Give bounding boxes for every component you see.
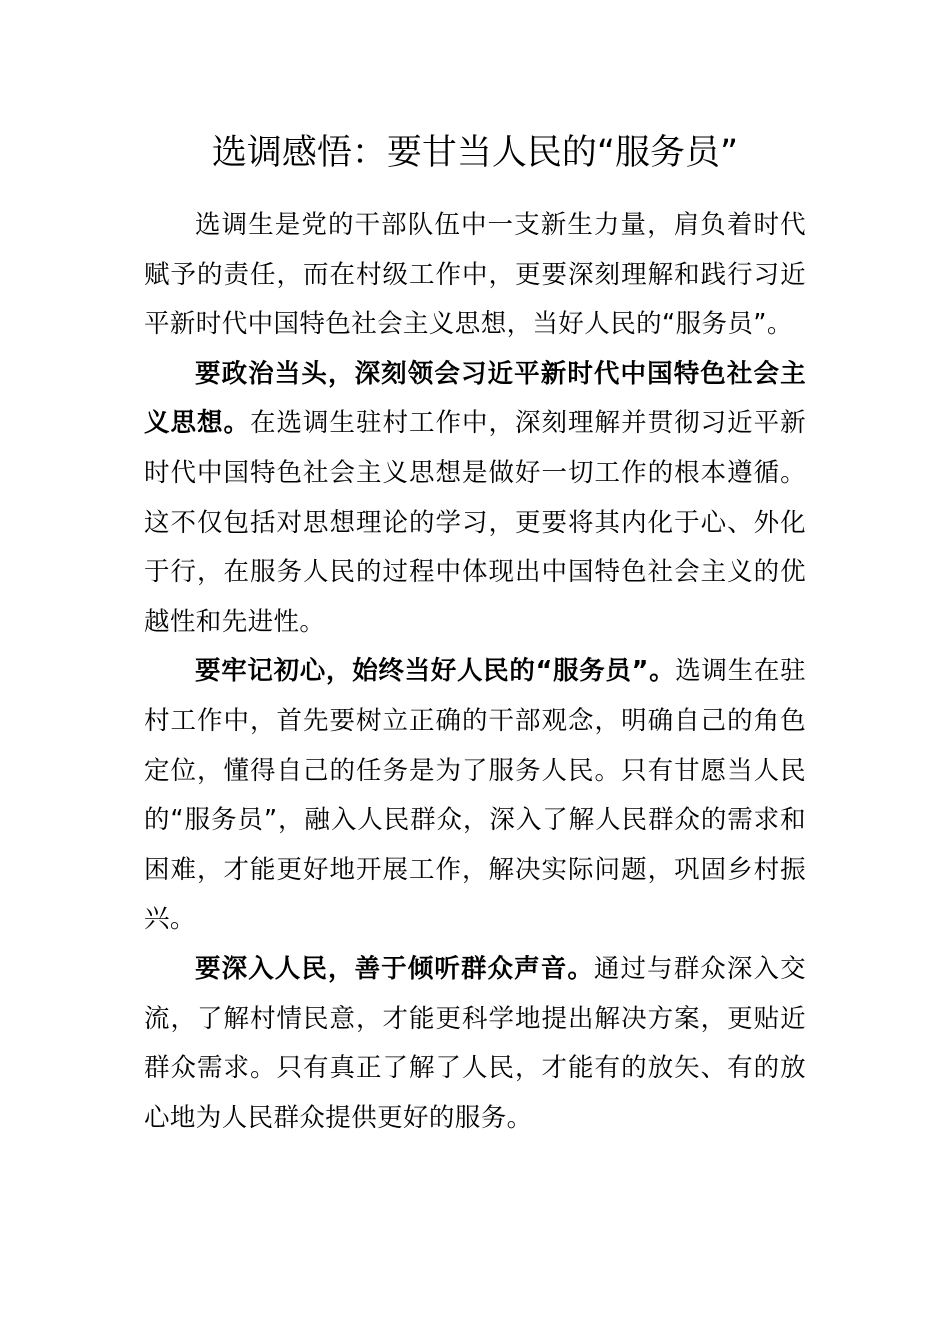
paragraph-lead: 要政治当头，深刻领会习近平新时代中国特色社会主义思想。	[144, 358, 806, 439]
page-title: 选调感悟：要甘当人民的“服务员”	[211, 133, 739, 173]
paragraph-original-aspiration	[144, 647, 806, 945]
paragraph-lead: 要牢记初心，始终当好人民的“服务员”。	[195, 656, 676, 687]
paragraph-text: 选调生在驻村工作中，首先要树立正确的干部观念，明确自己的角色定位，懂得自己的任务是为了服务人民。只有甘愿当人民的“服务员”，融入人民群众，深入了解人民群众的需求和困难，才能更好地开展工作，解决实际问题，巩固乡村振兴。	[144, 656, 806, 935]
paragraph-listen-to-people	[144, 945, 806, 1143]
document-body	[144, 201, 806, 1143]
paragraph-intro	[144, 201, 806, 350]
paragraph-text: 在选调生驻村工作中，深刻理解并贯彻习近平新时代中国特色社会主义思想是做好一切工作的根本遵循。这不仅包括对思想理论的学习，更要将其内化于心、外化于行，在服务人民的过程中体现出中国特色社会主义的优越性和先进性。	[144, 408, 806, 637]
paragraph-text: 选调生是党的干部队伍中一支新生力量，肩负着时代赋予的责任，而在村级工作中，更要深刻理解和践行习近平新时代中国特色社会主义思想，当好人民的“服务员”。	[144, 210, 806, 340]
paragraph-lead: 要深入人民，善于倾听群众声音。	[195, 953, 594, 984]
paragraph-text: 通过与群众深入交流，了解村情民意，才能更科学地提出解决方案，更贴近群众需求。只有真正了解了人民，才能有的放矢、有的放心地为人民群众提供更好的服务。	[144, 953, 806, 1133]
paragraph-politics	[144, 350, 806, 648]
